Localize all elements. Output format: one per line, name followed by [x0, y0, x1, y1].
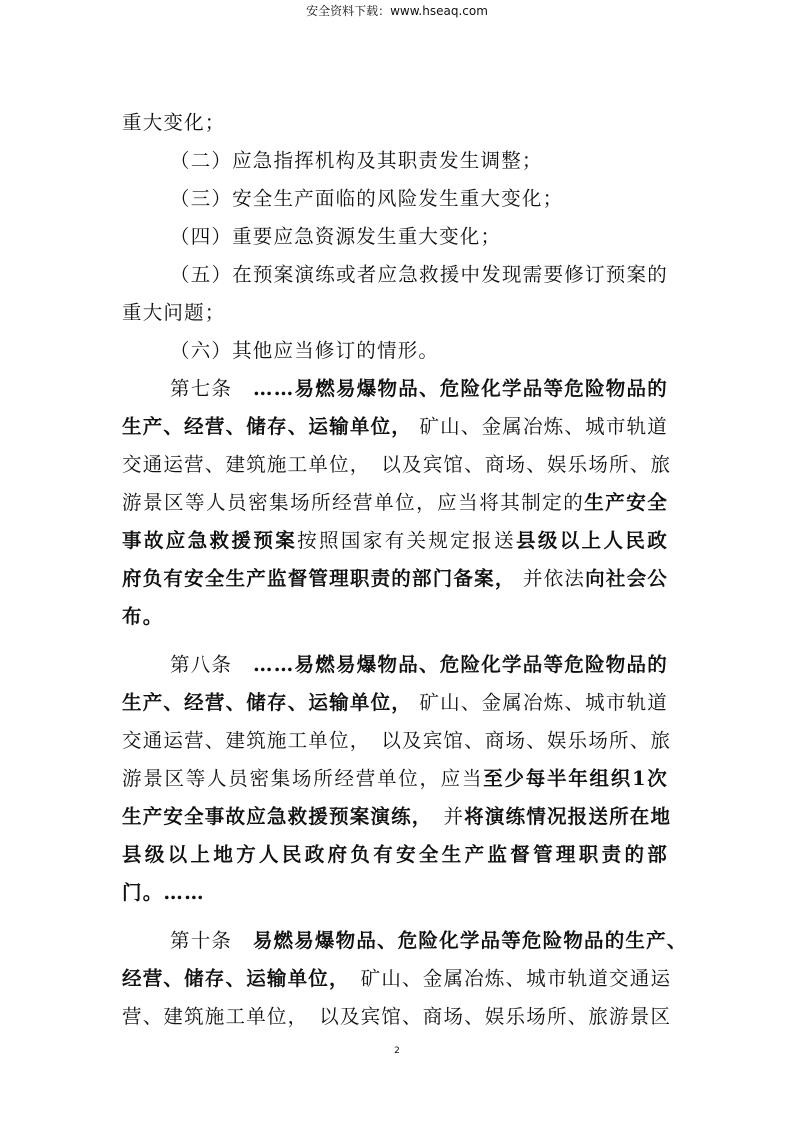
plain-text: 按照国家有关规定报送: [297, 529, 516, 552]
list-item-5-cont: 重大问题；: [122, 301, 226, 324]
article-7-line-2: [122, 408, 668, 446]
bold-text: 易燃易爆物品、危险化学品等危险物品的生产、: [252, 929, 688, 952]
bold-text: 至少每半年组织1次: [483, 767, 668, 790]
bold-text: 将演练情况报送所在地: [464, 805, 672, 828]
plain-text: 矿山、金属冶炼、城市轨道: [412, 415, 668, 438]
bold-text: 事故应急救援预案: [122, 529, 298, 552]
list-item-2: （二）应急指挥机构及其职责发生调整；: [170, 149, 543, 172]
article-8-line-2: [122, 684, 668, 722]
bold-text: 生产安全: [584, 491, 668, 514]
article-7-line-6: [122, 560, 668, 598]
article-7-line-3: 交通运营、建筑施工单位， 以及宾馆、商场、娱乐场所、旅: [122, 453, 672, 476]
bold-text: 县级以上人民政: [515, 529, 668, 552]
article-7-line-4: [122, 484, 668, 522]
article-8: [122, 646, 672, 912]
plain-text: 并: [422, 805, 465, 828]
bold-text: 经营、储存、运输单位，: [122, 967, 340, 990]
bold-text: ……易燃易爆物品、危险化学品等危险物品的: [253, 377, 668, 400]
bold-text: 生产、经营、储存、运输单位，: [122, 691, 413, 714]
article-10-line-1: [122, 922, 688, 960]
list-item-5: （五）在预案演练或者应急救援中发现需要修订预案的: [170, 263, 668, 286]
article-number: 第七条: [170, 377, 254, 400]
article-8-line-3: 交通运营、建筑施工单位， 以及宾馆、商场、娱乐场所、旅: [122, 729, 672, 752]
bold-text: 生产、经营、储存、运输单位，: [122, 415, 413, 438]
article-10-line-3: 营、建筑施工单位， 以及宾馆、商场、娱乐场所、旅游景区: [122, 1005, 672, 1028]
article-7-line-5: [122, 522, 668, 560]
article-8-line-1: [122, 646, 668, 684]
list-item-3: （三）安全生产面临的风险发生重大变化；: [170, 187, 564, 210]
article-number: 第十条: [170, 929, 253, 952]
plain-text: 游景区等人员密集场所经营单位，应当将其制定的: [122, 491, 585, 514]
article-number: 第八条: [170, 653, 254, 676]
bold-text: 向社会公: [585, 567, 668, 590]
article-7-line-1: [122, 370, 668, 408]
article-7: [122, 370, 672, 636]
text-line: 重大变化；: [122, 111, 226, 134]
article-10: [122, 922, 688, 1036]
plain-text: 游景区等人员密集场所经营单位，应当: [122, 767, 484, 790]
list-item-6: （六）其他应当修订的情形。: [170, 339, 440, 362]
page-number: 2: [394, 1046, 400, 1056]
article-8-line-7: 门。……: [122, 881, 205, 904]
bold-text: ……易燃易爆物品、危险化学品等危险物品的: [253, 653, 668, 676]
article-8-line-6: 县级以上地方人民政府负有安全生产监督管理职责的部: [122, 843, 668, 866]
article-8-line-5: [122, 798, 672, 836]
article-7-line-7: 布。: [122, 605, 164, 628]
document-body: [122, 104, 688, 1036]
list-item-4: （四）重要应急资源发生重大变化；: [170, 225, 502, 248]
bold-text: 府负有安全生产监督管理职责的部门备案，: [122, 567, 516, 590]
page-header: 安全资料下载：www.hseaq.com: [306, 4, 488, 18]
bold-text: 生产安全事故应急救援预案演练，: [122, 805, 423, 828]
plain-text: 矿山、金属冶炼、城市轨道交通运: [339, 967, 672, 990]
plain-text: 并依法: [515, 567, 586, 590]
article-10-line-2: [122, 960, 672, 998]
article-8-line-4: [122, 760, 668, 798]
plain-text: 矿山、金属冶炼、城市轨道: [412, 691, 668, 714]
